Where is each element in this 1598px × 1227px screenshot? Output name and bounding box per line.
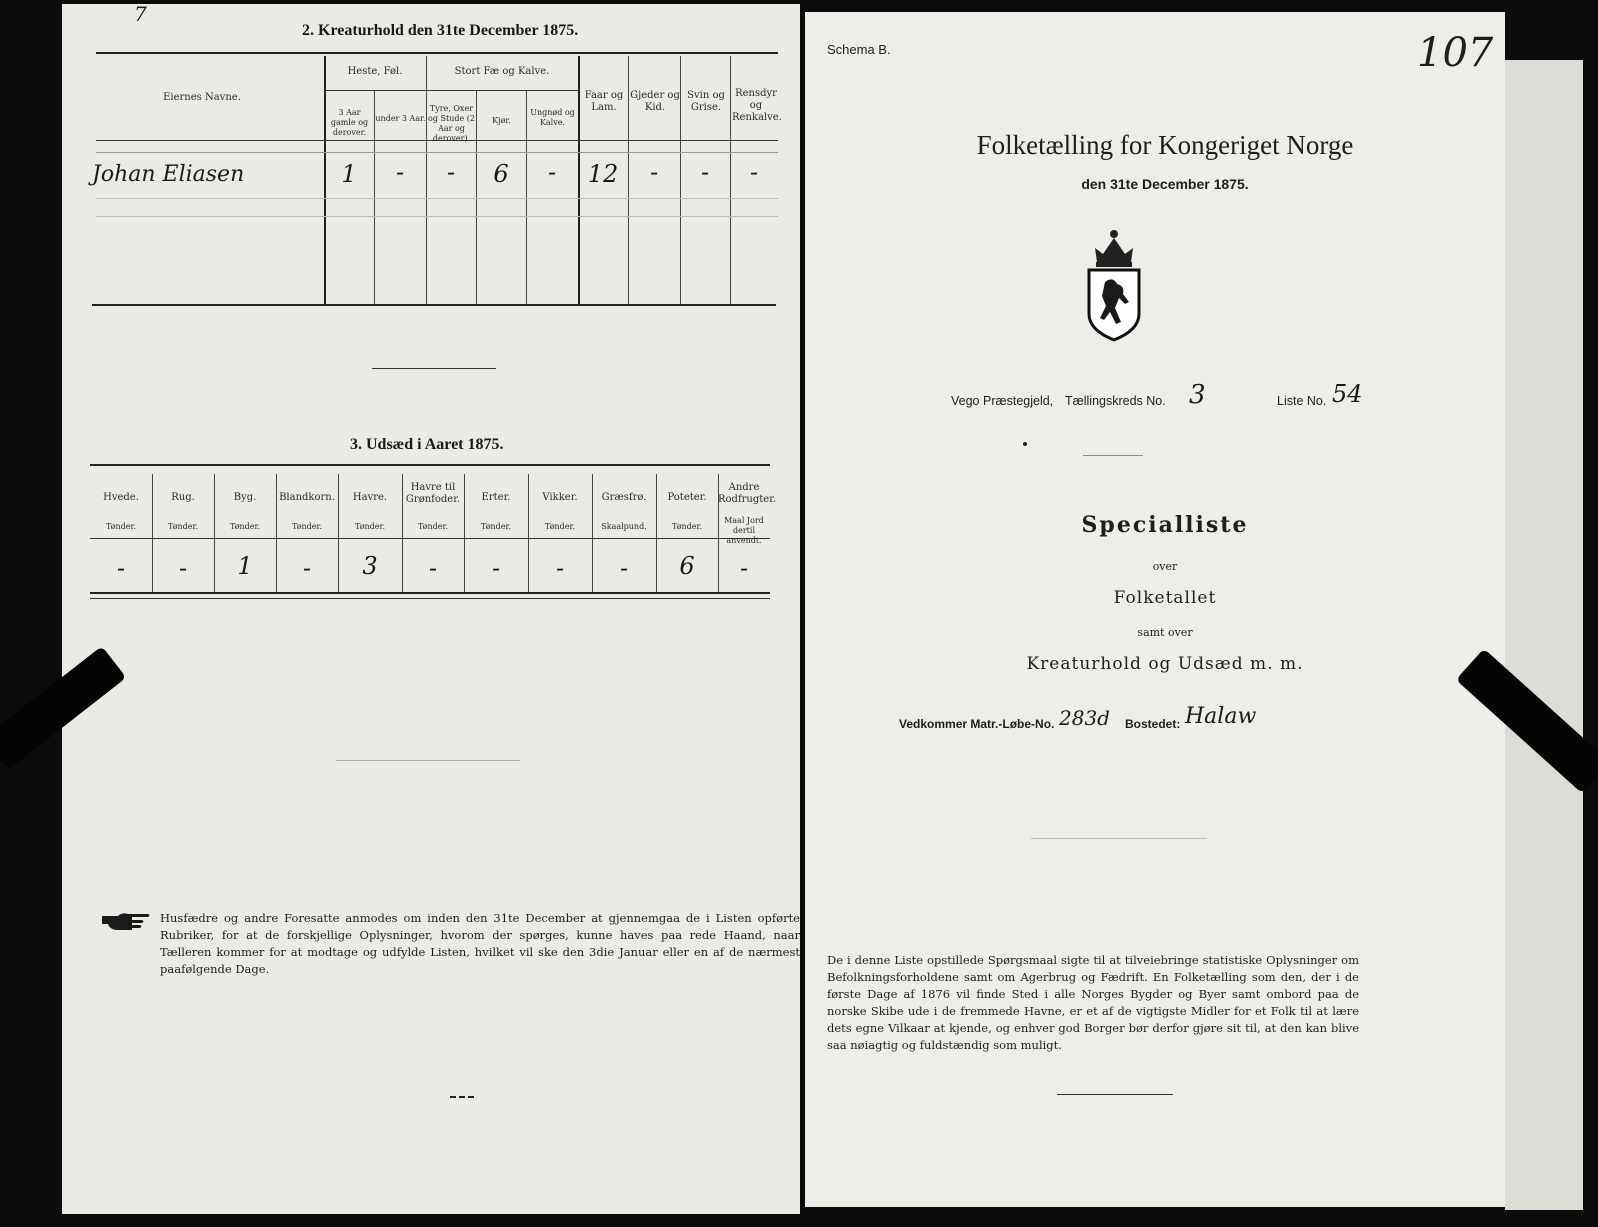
crop-header: Havre til Grønfoder. <box>405 482 461 505</box>
cell-value: 1 <box>341 160 357 188</box>
short-rule <box>1031 838 1207 839</box>
unit-label: Skaalpund. <box>601 522 647 531</box>
crop-value: - <box>428 554 438 582</box>
header-underline <box>90 538 770 539</box>
parish-printed: Vego Præstegjeld, <box>951 394 1054 408</box>
crop-header: Græsfrø. <box>601 492 647 503</box>
section-2-title: 2. Kreaturhold den 31te December 1875. <box>302 22 579 39</box>
crop-value: - <box>619 554 629 582</box>
census-title: Folketælling for Kongeriget Norge <box>976 130 1354 160</box>
population-heading: Folketallet <box>1113 588 1217 608</box>
short-rule <box>372 368 496 369</box>
crop-value: - <box>302 554 312 582</box>
unit-label: Tønder. <box>480 522 512 531</box>
coat-of-arms-icon <box>1083 224 1145 342</box>
right-page <box>805 12 1505 1207</box>
col-header: Faar og Lam. <box>584 90 624 113</box>
col-header: Kjør. <box>492 116 511 125</box>
schema-label: Schema B. <box>827 42 891 57</box>
cell-value: - <box>547 158 557 186</box>
page-edge <box>1505 60 1583 1210</box>
unit-label: Tønder. <box>167 522 199 531</box>
census-date: den 31te December 1875. <box>1081 176 1249 192</box>
footer-text: De i denne Liste opstillede Spørgsmaal sigte til at tilveiebringe statistiske Oplysninger om Befolkningsforholdene samt om Agerbrug og Fædrift. En Folketælling som den, der i de første Dage af 1876 vil finde Sted i alle Norges Bygder og Byer samt ombord paa de norske Skibe ude i de fremmede Havne, er et af de vigtigste Midler for et Folk til at lære dets egne Vilkaar at kjende, og enhver god Borger bør derfor gjøre sit til, at den kan blive saa nøiagtig og fuldstændig som muligt. <box>827 953 1359 1052</box>
unit-label: Tønder. <box>229 522 261 531</box>
unit-label: Tønder. <box>671 522 703 531</box>
unit-label: Tønder. <box>354 522 386 531</box>
divider <box>96 52 778 54</box>
short-rule <box>336 760 520 761</box>
short-rule <box>1083 455 1143 456</box>
col-header: Gjeder og Kid. <box>630 90 680 113</box>
list-label: Liste No. <box>1277 394 1327 408</box>
crop-header: Hvede. <box>103 492 139 503</box>
owner-name: Johan Eliasen <box>92 162 245 187</box>
cell-value: - <box>700 158 710 186</box>
left-page <box>62 4 800 1214</box>
unit-label: Tønder. <box>544 522 576 531</box>
cell-value: - <box>446 158 456 186</box>
crop-header: Byg. <box>233 492 257 503</box>
crop-header: Poteter. <box>667 492 707 503</box>
table-bottom <box>90 592 770 594</box>
row-line <box>96 152 778 153</box>
section-3-title: 3. Udsæd i Aaret 1875. <box>350 436 504 453</box>
cell-value: - <box>749 158 759 186</box>
cell-value: - <box>649 158 659 186</box>
instruction-note: Husfædre og andre Foresatte anmodes om inden den 31te December at gjennemgaa de i Listen opførte Rubriker, for at de forskjellige Oplysninger, hvorom der spørges, kunne haves paa rede Haand, naar Tælleren kommer for at modtage og udfylde Listen, hvilket vil ske den 3die Januar eller en af de nærmest paafølgende Dage. <box>160 911 800 976</box>
unit-label: Tønder. <box>417 522 449 531</box>
crop-value: - <box>739 554 749 582</box>
cell-value: - <box>395 158 405 186</box>
livestock-heading: Kreaturhold og Udsæd m. m. <box>1026 654 1304 674</box>
list-value: 54 <box>1332 380 1363 408</box>
col-header: Ungnød og Kalve. <box>530 108 575 127</box>
crop-value: - <box>555 554 565 582</box>
matr-value: 283d <box>1059 706 1110 730</box>
bosted-label: Bostedet: <box>1125 717 1181 731</box>
bosted-value: Halaw <box>1185 704 1257 729</box>
short-rule <box>1057 1094 1173 1095</box>
crop-header: Andre Rodfrugter. <box>718 482 777 505</box>
crop-value: - <box>116 554 126 582</box>
table-bottom <box>92 304 776 306</box>
crop-header: Erter. <box>481 492 511 503</box>
group-underline <box>324 90 578 91</box>
crop-value: - <box>491 554 501 582</box>
col-header: Tyre, Oxer og Stude (2 Aar og derover). <box>428 104 475 143</box>
table-bottom-2 <box>90 598 770 599</box>
cell-value: 12 <box>587 160 619 188</box>
page-mark: 7 <box>134 4 147 26</box>
short-rule <box>450 1096 474 1098</box>
col-header: 3 Aar gamle og derover. <box>330 108 369 137</box>
group-cattle-header: Stort Fæ og Kalve. <box>454 66 550 77</box>
crop-header: Rug. <box>171 492 195 503</box>
row-line <box>96 198 778 199</box>
dot <box>1023 442 1027 446</box>
row-line <box>96 216 778 217</box>
matr-label: Vedkommer Matr.-Løbe-No. <box>899 717 1055 731</box>
crop-header: Blandkorn. <box>279 492 335 503</box>
col-header: under 3 Aar. <box>375 114 426 123</box>
district-value: 3 <box>1189 380 1206 410</box>
samt-over-label: samt over <box>1137 626 1193 639</box>
crop-value: 3 <box>362 552 378 580</box>
col-header: Rensdyr og Renkalve. <box>732 88 782 123</box>
col-header: Svin og Grise. <box>687 90 725 113</box>
crop-value: - <box>178 554 188 582</box>
unit-label: Tønder. <box>291 522 323 531</box>
special-list-heading: Specialliste <box>1081 512 1249 538</box>
crop-value: 6 <box>679 552 695 580</box>
over-label: over <box>1152 560 1178 573</box>
crop-header: Vikker. <box>542 492 578 503</box>
crop-header: Havre. <box>352 492 388 503</box>
table-top <box>90 464 770 466</box>
page-number: 107 <box>1417 30 1494 76</box>
pointing-hand-icon <box>100 910 152 932</box>
crop-value: 1 <box>237 552 253 580</box>
unit-label: Maal Jord dertil anvendt. <box>724 516 764 545</box>
unit-label: Tønder. <box>105 522 137 531</box>
cell-value: 6 <box>493 160 509 188</box>
group-horse-header: Heste, Føl. <box>347 66 403 77</box>
district-label: Tællingskreds No. <box>1065 394 1166 408</box>
owner-header: Eiernes Navne. <box>163 92 241 103</box>
